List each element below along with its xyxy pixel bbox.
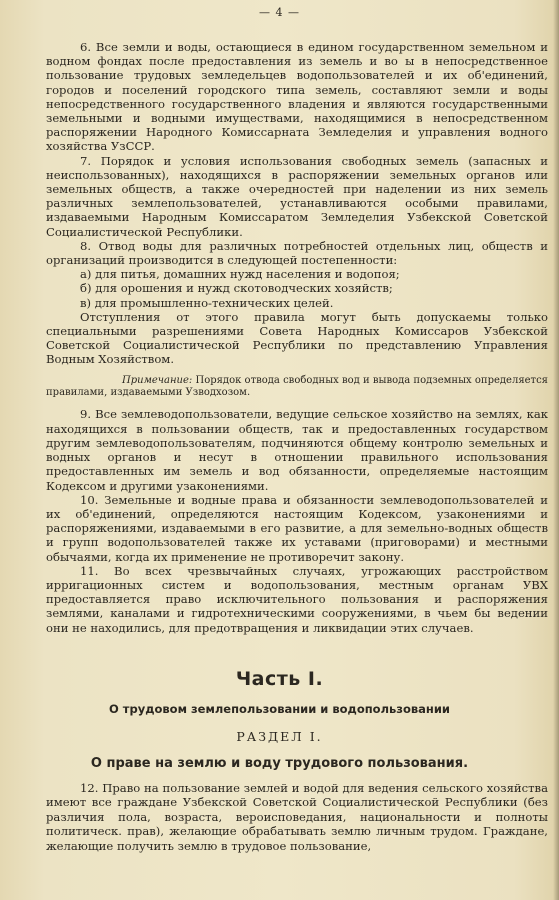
list-item-c: в) для промышленно-технических целей. xyxy=(80,295,334,310)
list-item-a: а) для питья, домашних нужд населения и водопоя; xyxy=(80,267,400,282)
section-subtitle: О праве на землю и воду трудового пользования. xyxy=(90,756,469,771)
part-subtitle: О трудовом землепользовании и водопользовании xyxy=(109,702,450,716)
paragraph-9: 9. Все землеводопользователи, ведущие сельское хозяйство на землях, как находящихся в пользовании обществ, так и предоставленных государством другим землеводопользователям, подчиняются общему контролю земельных и водных органов и несут в отношении правильного использования предоставленных им земель и вод обязанности, определяемые настоящим Кодексом и другими узаконениями. xyxy=(46,407,548,493)
paragraph-7: 7. Порядок и условия использования свободных земель (запасных и неиспользованных), находящихся в распоряжении земельных органов или земельных обществ, а также очередностей при наделении из них земель различных землепользователей, устанавливаются особыми правилами, издаваемыми Народным Комиссаратом Земледелия Узбекской Советской Социалистической Республики. xyxy=(46,153,548,239)
paragraph-8: 8. Отвод воды для различных потребностей отдельных лиц, обществ и организаций производится в следующей постепенности: xyxy=(46,238,548,268)
list-item-b: б) для орошения и нужд скотоводческих хозяйств; xyxy=(80,281,393,296)
main-text-block xyxy=(46,40,548,635)
paragraph-12: 12. Право на пользование землей и водой для ведения сельского хозяйства имеют все граждане Узбекской Советской Социалистической Республики (без различия пола, возраста, вероисповедания, национальности и полноты политическ. прав), желающие обрабатывать землю личным трудом. Граждане, желающие получить землю в трудовое пользование, xyxy=(46,781,548,853)
note xyxy=(46,375,548,400)
paragraph-11: 11. Во всех чрезвычайных случаях, угрожающих расстройством ирригационных систем и водопользования, местным органам УВХ предоставляется право исключительного пользования и распоряжения землями, каналами и гидротехническими сооружениями, в чьем бы ведении они не находились, для предотвращения и ликвидации этих случаев. xyxy=(46,563,548,635)
paragraph-10: 10. Земельные и водные права и обязанности землеводопользователей и их об'единений, определяются настоящим Кодексом, узаконениями и распоряжениями, издаваемыми в его развитие, а для земельно-водных обществ и групп водопользователей также их уставами (приговорами) и местными обычаями, когда их применение не противоречит закону. xyxy=(46,492,548,564)
part-title: Часть I. xyxy=(235,668,324,690)
page-number: — 4 — xyxy=(259,6,300,19)
paragraph-6: 6. Все земли и воды, остающиеся в едином государственном земельном и водном фондах после предоставления из земель и во ы в непосредственное пользование трудовых земледельцев водопользователей и их об'единений, городов и поселений городского типа земель, составляют земли и воды непосредственного государственного владения и являются государственными земельными и водными имуществами, находящимися в непосредственном распоряжении Народного Комиссарната Земледелия и управления водного хозяйства УзССР. xyxy=(46,40,548,154)
section-title: РАЗДЕЛ I. xyxy=(236,729,323,744)
paragraph-exception: Отступления от этого правила могут быть допускаемы только специальными разрешениями Совета Народных Комиссаров Узбекской Советской Социалистической Республики по представлению Управления Водным Хозяйством. xyxy=(46,309,548,367)
bottom-text-block xyxy=(46,781,548,853)
note-text: Порядок отвода свободных вод и вывода подземных определяется правилами, издаваемыми Узводхозом. xyxy=(46,374,548,399)
note-label: Примечание: xyxy=(122,374,193,386)
